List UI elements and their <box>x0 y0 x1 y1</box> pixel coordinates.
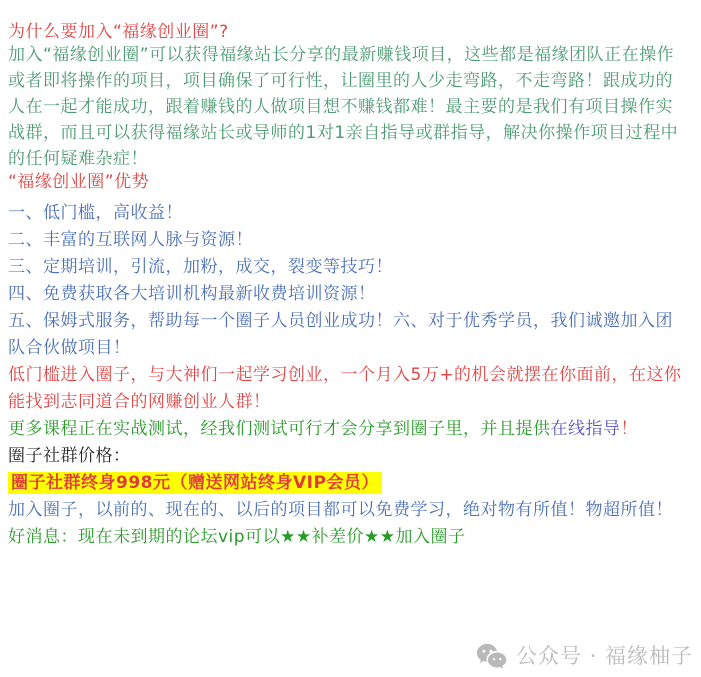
price-label: 圈子社群价格： <box>8 446 131 466</box>
courses-exclamation: ！ <box>620 419 638 439</box>
advantage-item-3: 三、定期培训，引流，加粉，成交，裂变等技巧！ <box>8 257 393 277</box>
price-highlight: 圈子社群终身998元（赠送网站终身VIP会员） <box>8 472 382 494</box>
intro-paragraph: 加入“福缘创业圈”可以获得福缘站长分享的最新赚钱项目，这些都是福缘团队正在操作或者即将操作的项目，项目确保了可行性，让圈里的人少走弯路，不走弯路！跟成功的人在一起才能成功，跟着赚钱的人做项目想不赚钱都难！最主要的是我们有项目操作实战群，而且可以获得福缘站长或导师的1对1亲自指导或群指导，解决你操作项目过程中的任何疑难杂症！ <box>8 45 679 169</box>
courses-line <box>8 416 689 443</box>
advantage-item-1: 一、低门槛，高收益！ <box>8 203 183 223</box>
advantages-heading: “福缘创业圈”优势 <box>8 172 150 192</box>
advantage-item-5: 五、保姆式服务，帮助每一个圈子人员创业成功！六、对于优秀学员，我们诚邀加入团队合伙做项目！ <box>8 311 673 358</box>
advantage-item-4: 四、免费获取各大培训机构最新收费培训资源！ <box>8 284 376 304</box>
price-line <box>8 470 689 497</box>
watermark <box>476 640 693 670</box>
advantages-list <box>8 200 689 362</box>
advantage-item-2: 二、丰富的互联网人脉与资源！ <box>8 230 253 250</box>
good-news-line: 好消息：现在未到期的论坛vip可以★★补差价★★加入圈子 <box>8 527 466 547</box>
watermark-text: 公众号 · 福缘柚子 <box>515 644 693 668</box>
courses-text: 更多课程正在实战测试，经我们测试可行才会分享到圈子里，并且提供 <box>8 419 551 439</box>
online-guidance-link[interactable]: 在线指导 <box>550 419 621 439</box>
wechat-icon <box>476 642 507 669</box>
pitch-paragraph: 低门槛进入圈子，与大神们一起学习创业，一个月入5万+的机会就摆在你面前，在这你能找到志同道合的网赚创业人群！ <box>8 365 682 412</box>
intro-heading: 为什么要加入“福缘创业圈”? <box>8 22 229 42</box>
value-note: 加入圈子，以前的、现在的、以后的项目都可以免费学习，绝对物有所值！物超所值！ <box>8 500 673 520</box>
